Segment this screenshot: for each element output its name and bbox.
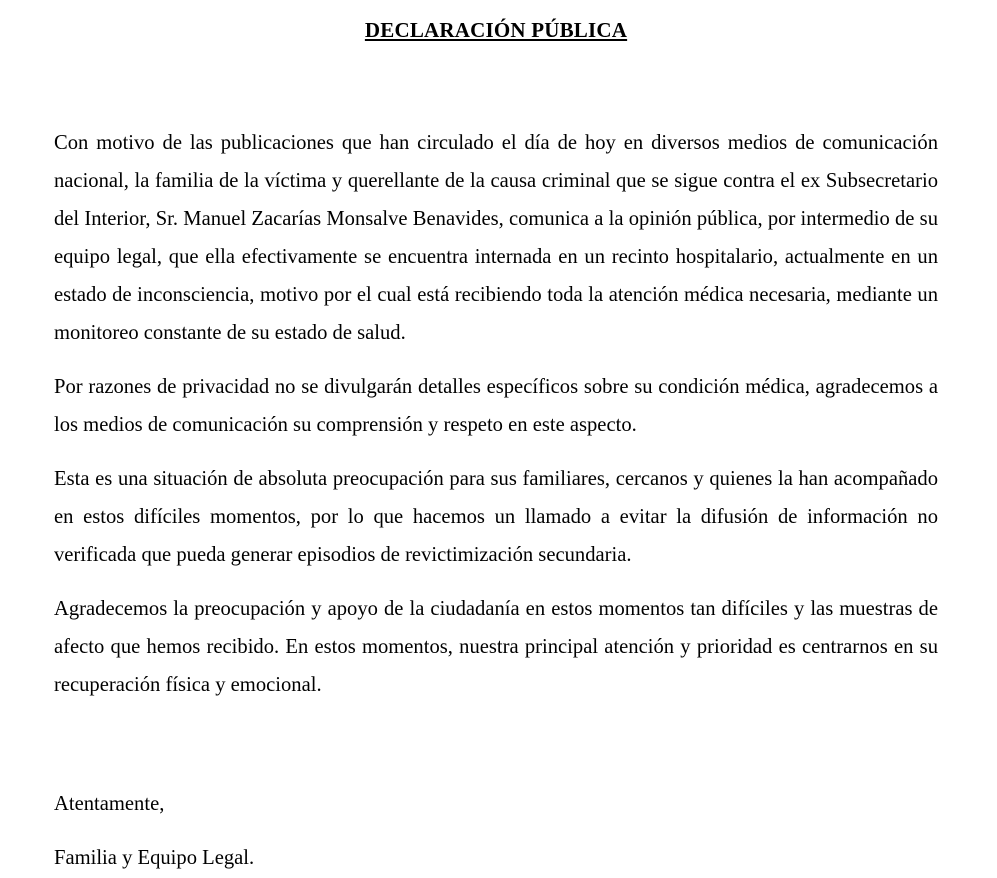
paragraph-4: Agradecemos la preocupación y apoyo de la ciudadanía en estos momentos tan difíciles y las muestras de afecto que hemos recibido. En estos momentos, nuestra principal atención y prioridad es centrarnos en su recuperación física y emocional. [54,598,938,696]
closing-salutation: Atentamente, [54,793,165,815]
paragraph-1: Con motivo de las publicaciones que han circulado el día de hoy en diversos medios de comunicación nacional, la familia de la víctima y querellante de la causa criminal que se sigue contra el ex Subsecretario del Interior, Sr. Manuel Zacarías Monsalve Benavides, comunica a la opinión pública, por intermedio de su equipo legal, que ella efectivamente se encuentra internada en un recinto hospitalario, actualmente en un estado de inconsciencia, motivo por el cual está recibiendo toda la atención médica necesaria, mediante un monitoreo constante de su estado de salud. [54,132,938,344]
closing-signature: Familia y Equipo Legal. [54,847,255,869]
document-page [0,17,997,878]
paragraph-3: Esta es una situación de absoluta preocupación para sus familiares, cercanos y quienes la han acompañado en estos difíciles momentos, por lo que hacemos un llamado a evitar la difusión de información no verificada que pueda generar episodios de revictimización secundaria. [54,468,938,566]
document-body [54,124,938,704]
document-title: DECLARACIÓN PÚBLICA [364,18,628,42]
paragraph-2: Por razones de privacidad no se divulgarán detalles específicos sobre su condición médica, agradecemos a los medios de comunicación su comprensión y respeto en este aspecto. [54,376,938,436]
